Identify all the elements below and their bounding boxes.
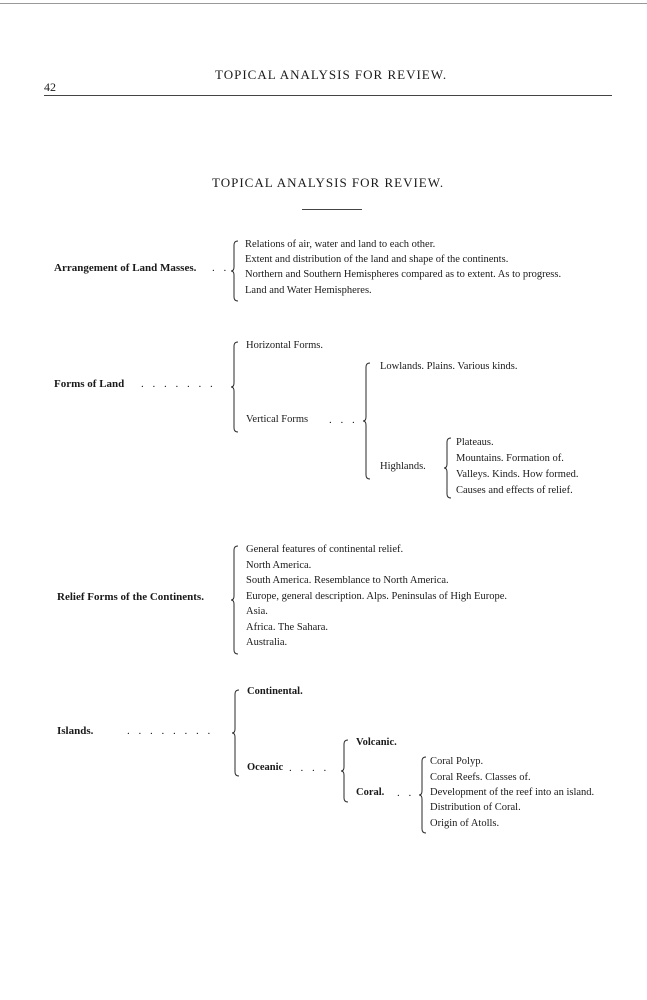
highland-item: Plateaus. <box>456 437 494 448</box>
coral-item: Distribution of Coral. <box>430 802 521 813</box>
oceanic-brace <box>341 739 351 803</box>
arrangement-label: Arrangement of Land Masses. <box>54 262 197 274</box>
lowlands: Lowlands. Plains. Various kinds. <box>380 361 518 372</box>
islands-brace <box>232 689 242 777</box>
vertical-forms: Vertical Forms <box>246 414 309 425</box>
forms-label: Forms of Land <box>54 378 125 390</box>
volcanic: Volcanic. <box>356 737 397 748</box>
arrangement-item: Land and Water Hemispheres. <box>245 285 372 296</box>
coral-dots: . . <box>397 787 415 799</box>
relief-item: Europe, general description. Alps. Peninsulas of High Europe. <box>246 591 507 602</box>
coral: Coral. <box>356 787 385 798</box>
relief-brace <box>231 545 241 655</box>
coral-item: Development of the reef into an island. <box>430 787 595 798</box>
islands-dots: . . . . . . . . <box>127 725 214 737</box>
arrangement-brace <box>231 240 241 302</box>
coral-item: Coral Reefs. Classes of. <box>430 772 531 783</box>
arrangement-item: Extent and distribution of the land and shape of the continents. <box>245 254 509 265</box>
arrangement-dots: . . <box>212 262 230 274</box>
title-rule <box>302 209 362 210</box>
header-rule <box>44 95 612 96</box>
highlands: Highlands. <box>380 461 426 472</box>
relief-item: South America. Resemblance to North America. <box>246 575 449 586</box>
top-rule <box>0 3 647 4</box>
coral-item: Origin of Atolls. <box>430 818 500 829</box>
page-number: 42 <box>44 80 56 94</box>
highland-item: Valleys. Kinds. How formed. <box>456 469 579 480</box>
running-title: TOPICAL ANALYSIS FOR REVIEW. <box>215 67 448 82</box>
arrangement-item: Relations of air, water and land to each other. <box>245 239 436 250</box>
highland-item: Causes and effects of relief. <box>456 485 573 496</box>
highland-item: Mountains. Formation of. <box>456 453 564 464</box>
relief-item: North America. <box>246 560 312 571</box>
coral-brace <box>419 756 429 834</box>
arrangement-item: Northern and Southern Hemispheres compared as to extent. As to progress. <box>245 269 562 280</box>
page-title: TOPICAL ANALYSIS FOR REVIEW. <box>212 175 445 190</box>
oceanic: Oceanic <box>247 762 284 773</box>
relief-item: Australia. <box>246 637 288 648</box>
forms-brace <box>231 341 241 433</box>
vertical-forms-dots: . . . <box>329 414 358 426</box>
vertical-forms-brace <box>363 362 373 480</box>
coral-item: Coral Polyp. <box>430 756 484 767</box>
relief-item: Africa. The Sahara. <box>246 622 329 633</box>
relief-item: General features of continental relief. <box>246 544 404 555</box>
forms-dots: . . . . . . . <box>141 378 216 390</box>
oceanic-dots: . . . . <box>289 762 330 774</box>
islands-label: Islands. <box>57 725 94 737</box>
horizontal-forms: Horizontal Forms. <box>246 340 323 351</box>
relief-item: Asia. <box>246 606 268 617</box>
continental: Continental. <box>247 686 303 697</box>
highlands-brace <box>444 437 454 499</box>
relief-label: Relief Forms of the Continents. <box>57 591 204 603</box>
